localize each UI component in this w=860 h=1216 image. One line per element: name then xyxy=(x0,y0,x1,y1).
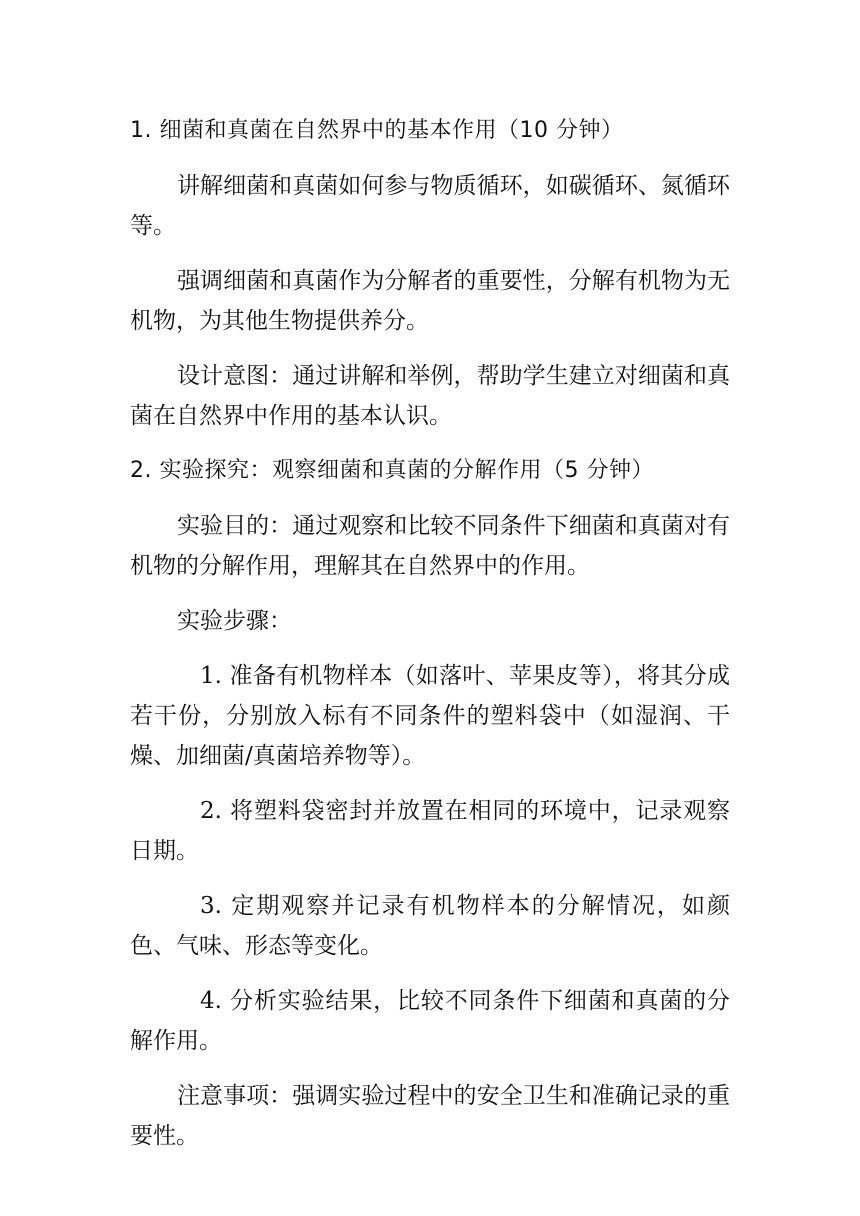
section-1-paragraph-decomposer: 强调细菌和真菌作为分解者的重要性，分解有机物为无机物，为其他生物提供养分。 xyxy=(130,268,730,334)
experiment-purpose: 实验目的：通过观察和比较不同条件下细菌和真菌对有机物的分解作用，理解其在自然界中的作用。 xyxy=(130,513,730,579)
document-page xyxy=(130,111,730,1171)
experiment-step-3: 3. 定期观察并记录有机物样本的分解情况，如颜色、气味、形态等变化。 xyxy=(130,893,730,959)
experiment-step-1: 1. 准备有机物样本（如落叶、苹果皮等），将其分成若干份，分别放入标有不同条件的塑料袋中（如湿润、干燥、加细菌/真菌培养物等）。 xyxy=(130,663,730,769)
experiment-note: 注意事项：强调实验过程中的安全卫生和准确记录的重要性。 xyxy=(130,1083,730,1149)
section-1-paragraph-material-cycle: 讲解细菌和真菌如何参与物质循环，如碳循环、氮循环等。 xyxy=(130,173,730,239)
experiment-step-2: 2. 将塑料袋密封并放置在相同的环境中，记录观察日期。 xyxy=(130,798,730,864)
experiment-step-4: 4. 分析实验结果，比较不同条件下细菌和真菌的分解作用。 xyxy=(130,988,730,1054)
section-2-heading: 2. 实验探究：观察细菌和真菌的分解作用（5 分钟） xyxy=(130,458,654,483)
section-1-heading: 1. 细菌和真菌在自然界中的基本作用（10 分钟） xyxy=(130,118,624,143)
section-1-paragraph-design-intent: 设计意图：通过讲解和举例，帮助学生建立对细菌和真菌在自然界中作用的基本认识。 xyxy=(130,363,730,429)
experiment-steps-label: 实验步骤： xyxy=(177,608,292,634)
